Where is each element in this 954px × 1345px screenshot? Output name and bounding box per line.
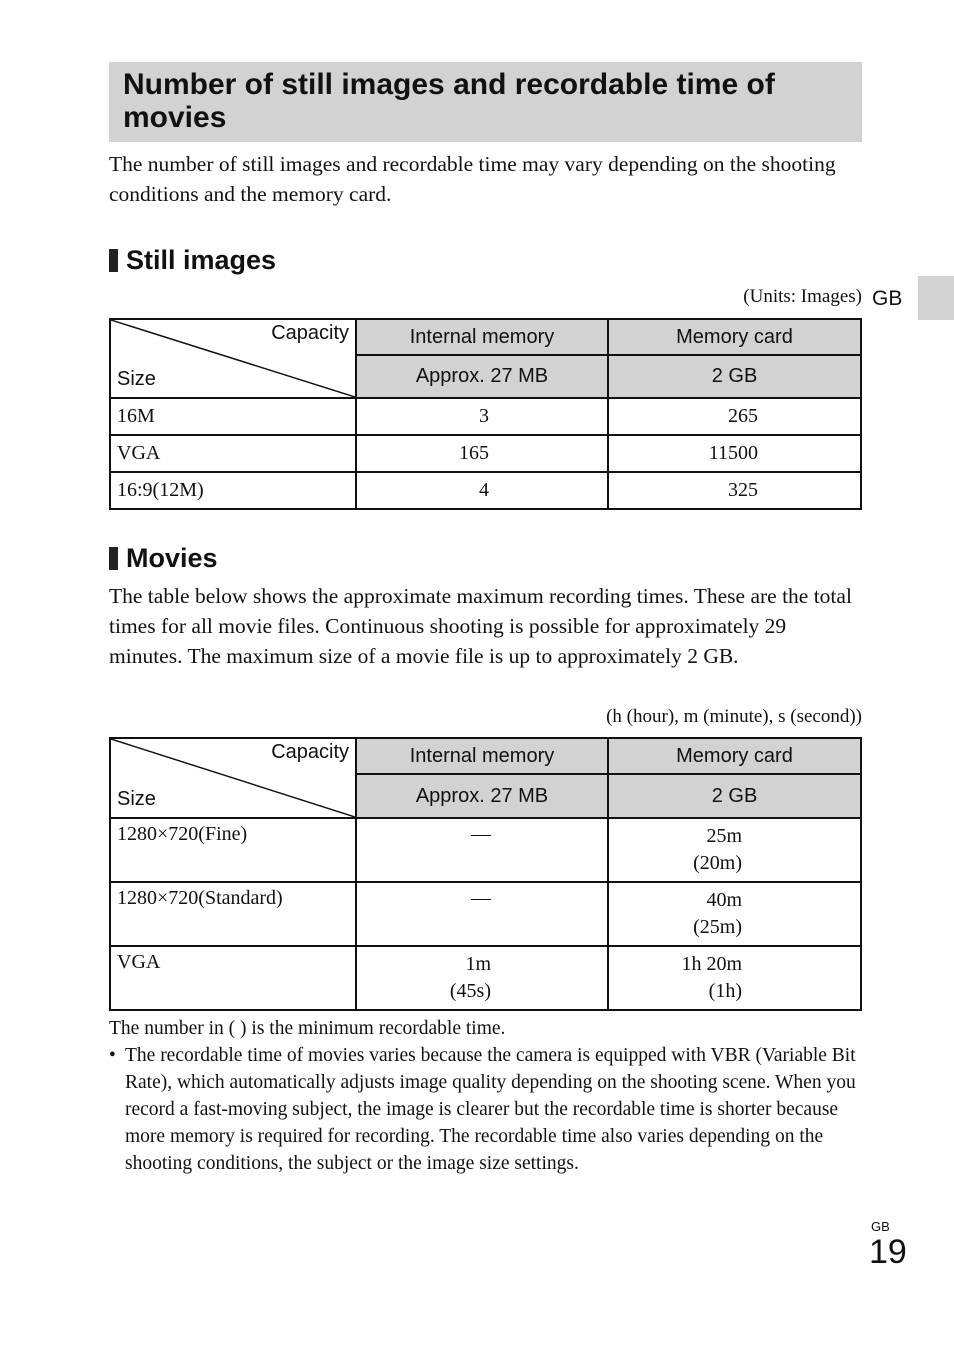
table-row — [110, 882, 861, 946]
internal-max: 1m — [465, 953, 491, 975]
sub-header-card: 2 GB — [608, 355, 861, 398]
card-value: 11500 — [608, 435, 861, 472]
side-language-label: GB — [872, 287, 903, 310]
col-header-internal: Internal memory — [356, 738, 608, 774]
card-value — [608, 882, 861, 946]
vbr-bullet-text: The recordable time of movies varies because the camera is equipped with VBR (Variable Bit Rate), which automatically adjusts image quality depending on the shooting scene. When you record a fast-moving subject, the image is clearer but the recordable time is shorter because more memory is required for recording. The recordable time also varies depending on the shooting conditions, the subject or the image size settings. — [125, 1045, 856, 1174]
card-value — [608, 818, 861, 882]
internal-max: — — [471, 823, 491, 845]
col-header-card: Memory card — [608, 738, 861, 774]
movies-table — [109, 737, 862, 1011]
size-cell: 1280×720(Standard) — [110, 882, 356, 946]
size-cell: 16M — [110, 398, 356, 435]
size-cell: VGA — [110, 435, 356, 472]
intro-paragraph: The number of still images and recordable time may vary depending on the shooting conditions and the memory card. — [109, 152, 836, 206]
card-value: 325 — [608, 472, 861, 509]
movies-description: The table below shows the approximate maximum recording times. These are the total times for all movie files. Continuous shooting is possible for approximately 29 minutes. The maximum size of a movie file is up to approximately 2 GB. — [109, 584, 852, 668]
vbr-bullet — [109, 1042, 864, 1177]
card-max: 1h 20m — [681, 953, 742, 975]
size-cell: 16:9(12M) — [110, 472, 356, 509]
internal-value — [356, 818, 608, 882]
sub-header-internal: Approx. 27 MB — [356, 355, 608, 398]
corner-capacity-label: Capacity — [271, 741, 349, 763]
movies-heading-text: Movies — [126, 543, 218, 573]
internal-value: 4 — [356, 472, 608, 509]
internal-value — [356, 946, 608, 1010]
side-tab — [918, 276, 954, 320]
internal-value: 3 — [356, 398, 608, 435]
still-images-heading-text: Still images — [126, 245, 277, 275]
minimum-time-note: The number in ( ) is the minimum recordable time. — [109, 1018, 506, 1039]
card-value — [608, 946, 861, 1010]
table-row — [110, 946, 861, 1010]
internal-value: 165 — [356, 435, 608, 472]
page-number: 19 — [869, 1233, 907, 1271]
table-row — [110, 818, 861, 882]
section-marker-icon — [109, 547, 118, 570]
card-min: (25m) — [693, 916, 742, 938]
internal-value — [356, 882, 608, 946]
size-cell: VGA — [110, 946, 356, 1010]
table-row — [110, 398, 861, 435]
table-row — [110, 435, 861, 472]
card-min: (20m) — [693, 852, 742, 874]
col-header-card: Memory card — [608, 319, 861, 355]
still-images-table — [109, 318, 862, 510]
bullet-icon: • — [109, 1045, 116, 1066]
col-header-internal: Internal memory — [356, 319, 608, 355]
size-cell: 1280×720(Fine) — [110, 818, 356, 882]
internal-max: — — [471, 887, 491, 909]
section-marker-icon — [109, 249, 118, 272]
corner-size-label: Size — [117, 788, 156, 810]
sub-header-card: 2 GB — [608, 774, 861, 818]
sub-header-internal: Approx. 27 MB — [356, 774, 608, 818]
movies-units-label: (h (hour), m (minute), s (second)) — [606, 706, 862, 727]
page-region-label: GB — [871, 1219, 890, 1234]
page-title: Number of still images and recordable time of movies — [123, 68, 775, 134]
internal-min: (45s) — [449, 980, 491, 1002]
still-images-heading — [109, 245, 276, 275]
corner-capacity-label: Capacity — [271, 322, 349, 344]
card-value: 265 — [608, 398, 861, 435]
table-corner-cell — [110, 738, 356, 818]
card-min: (1h) — [708, 980, 742, 1002]
table-row — [110, 472, 861, 509]
corner-size-label: Size — [117, 368, 156, 390]
card-max: 25m — [706, 825, 742, 847]
still-units-label: (Units: Images) — [743, 286, 862, 307]
movies-heading — [109, 543, 218, 573]
card-max: 40m — [706, 889, 742, 911]
table-corner-cell — [110, 319, 356, 398]
title-banner — [109, 62, 862, 142]
